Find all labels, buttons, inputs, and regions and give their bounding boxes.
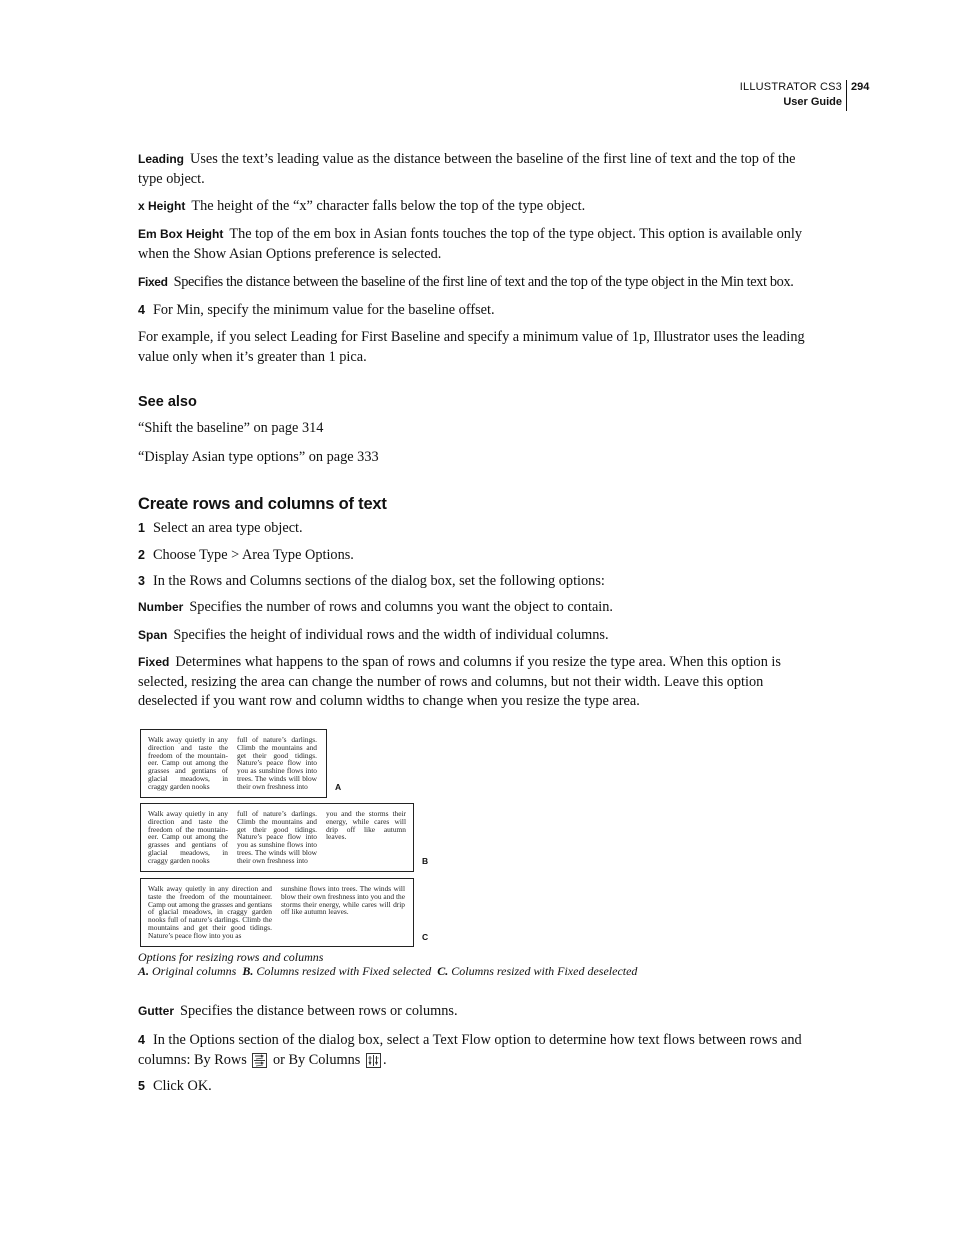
step-number: 5: [138, 1079, 145, 1093]
product-name: ILLUSTRATOR CS3: [739, 81, 842, 93]
definition-term: Em Box Height: [138, 227, 224, 241]
figure-b-column-1: Walk away quietly in any direction and taste the freedom of the mountain-eer. Camp out among the grasses and gentians of glacial meadows, in craggy garden nooks: [148, 810, 228, 865]
running-header: [740, 80, 842, 110]
definition-number: [138, 598, 818, 618]
definition-text: Specifies the number of rows and columns you want the object to contain.: [189, 599, 613, 615]
caption-text: Columns resized with Fixed deselected: [451, 964, 638, 978]
see-also-link-shift-baseline[interactable]: “Shift the baseline” on page 314: [138, 420, 324, 436]
figure-a-column-1: Walk away quietly in any direction and taste the freedom of the mountain-eer. Camp out among the grasses and gentians of glacial meadows, in craggy garden nooks: [148, 736, 228, 791]
caption-letter: A.: [138, 964, 150, 978]
definition-text: The height of the “x” character falls below the top of the type object.: [191, 198, 586, 214]
figure-c-fixed-deselected: [140, 878, 414, 947]
step-text-end: .: [382, 1051, 387, 1068]
definition-gutter: [138, 1002, 818, 1022]
definition-x-height: [138, 197, 818, 217]
caption-letter: C.: [437, 964, 449, 978]
step-4-min: [138, 301, 818, 321]
definition-em-box-height: [138, 225, 818, 264]
definition-text: Uses the text’s leading value as the distance between the baseline of the first line of text and the top of the type object.: [138, 151, 796, 187]
definition-term: Leading: [138, 152, 185, 166]
definition-text: Specifies the distance between the baseline of the first line of text and the top of the type object in the Min text box.: [173, 274, 794, 290]
figure-c-column-2: sunshine flows into trees. The winds will blow their own freshness into you and the storms their energy, while cares will drip off like autumn leaves.: [281, 885, 405, 917]
step-number: 2: [138, 548, 145, 562]
example-paragraph: For example, if you select Leading for First Baseline and specify a minimum value of 1p, Illustrator uses the leading value only when it’s greater than 1 pica.: [138, 329, 805, 365]
step-text: Click OK.: [152, 1078, 212, 1094]
definition-text: Specifies the height of individual rows and the width of individual columns.: [173, 627, 609, 643]
by-rows-icon: [252, 1053, 267, 1068]
definition-fixed-columns: [138, 653, 818, 712]
figure-caption-title: Options for resizing rows and columns: [138, 950, 324, 964]
figure-c-column-1: Walk away quietly in any direction and taste the freedom of the mountaineer. Camp out among the grasses and gentians of glacial meadows, in craggy garden nooks full of nature’s darlings. Climb the mountains and get their good tidings. Nature’s peace flow into you as: [148, 885, 272, 940]
figure-caption-items: [138, 964, 637, 978]
definition-text: Determines what happens to the span of rows and columns if you resize the type area. When this option is selected, resizing the area can change the number of rows and columns, but not their width. Leave this option deselected if you want row and column widths to change when you resize the type area.: [138, 654, 781, 709]
step-text: In the Rows and Columns sections of the dialog box, set the following options:: [152, 573, 605, 589]
step-text: Choose Type > Area Type Options.: [152, 547, 354, 563]
definition-term: x Height: [138, 199, 186, 213]
definition-text: The top of the em box in Asian fonts touches the top of the type object. This option is available only when the Show Asian Options preference is selected.: [138, 226, 803, 262]
definition-term: Number: [138, 600, 184, 614]
caption-letter: B.: [242, 964, 254, 978]
figure-b-fixed-selected: [140, 803, 414, 872]
definition-leading: [138, 150, 818, 189]
definition-fixed-baseline: [138, 273, 838, 293]
step-number: 4: [138, 303, 145, 317]
step-number: 4: [138, 1033, 145, 1047]
step-5: [138, 1077, 818, 1097]
page-number: 294: [851, 81, 870, 93]
figure-b-column-3: you and the storms their energy, while cares will drip off like autumn leaves.: [326, 810, 406, 842]
definition-term: Fixed: [138, 275, 168, 289]
see-also-heading: See also: [138, 394, 197, 410]
definition-term: Span: [138, 628, 168, 642]
figure-label-b: B: [422, 856, 429, 866]
figure-a-column-2: full of nature’s darlings. Climb the mountains and get their good tidings. Nature’s peace flow into you as sunshine flows into trees. The winds will blow their own freshness into: [237, 736, 317, 791]
step-text: For Min, specify the minimum value for the baseline offset.: [152, 302, 495, 318]
step-1: [138, 519, 818, 539]
definition-term: Fixed: [138, 655, 170, 669]
guide-name: User Guide: [783, 96, 842, 108]
caption-text: Original columns: [152, 964, 237, 978]
see-also-link-asian-type[interactable]: “Display Asian type options” on page 333: [138, 449, 379, 465]
by-columns-icon: [366, 1053, 381, 1068]
caption-text: Columns resized with Fixed selected: [256, 964, 432, 978]
definition-text: Specifies the distance between rows or columns.: [180, 1003, 458, 1019]
figure-b-column-2: full of nature’s darlings. Climb the mountains and get their good tidings. Nature’s peace flow into you as sunshine flows into trees. The winds will blow their own freshness into: [237, 810, 317, 865]
step-2: [138, 546, 818, 566]
header-divider: [846, 80, 847, 111]
definition-span: [138, 626, 818, 646]
step-number: 1: [138, 521, 145, 535]
section-heading: Create rows and columns of text: [138, 495, 387, 513]
step-text: Select an area type object.: [152, 520, 303, 536]
figure-label-c: C: [422, 932, 429, 942]
step-text-middle: or By Columns: [272, 1051, 361, 1068]
figure-a-original-columns: [140, 729, 327, 798]
step-text: In the Options section of the dialog box, select a Text Flow option to determine how text flows between rows and columns: By Rows: [138, 1032, 802, 1068]
definition-term: Gutter: [138, 1004, 174, 1018]
step-number: 3: [138, 574, 145, 588]
step-3: [138, 572, 818, 592]
figure-label-a: A: [335, 782, 342, 792]
step-4-text-flow: [138, 1031, 818, 1070]
